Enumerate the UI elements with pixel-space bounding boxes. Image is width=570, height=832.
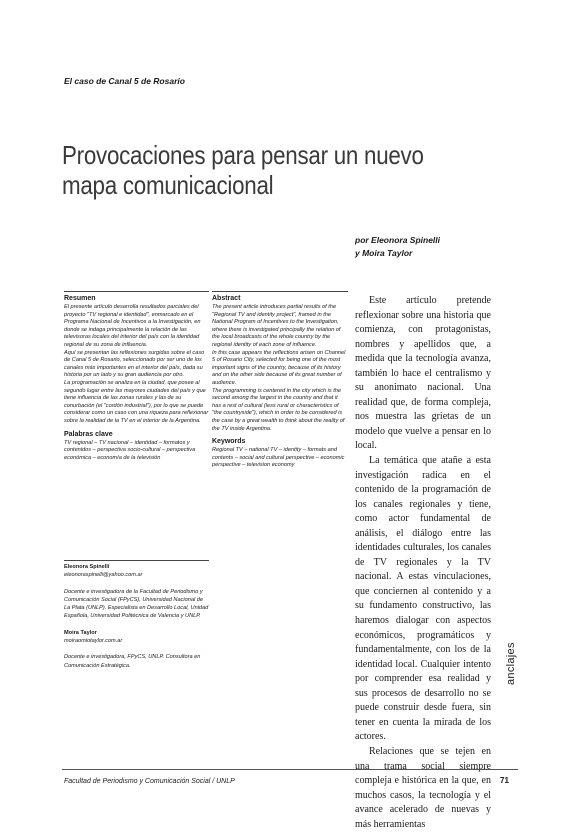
resumen-column xyxy=(64,294,209,462)
authors-block xyxy=(355,234,440,260)
bio-author-1-desc: Docente e investigadora de la Facultad de Periodismo y Comunicación Social (FPyCS), Universidad Nacional de La Plata (UNLP). Especialista en Desarrollo Local, Unidad Española, Universidad Politécnica de Valencia y UNLP. xyxy=(64,588,209,620)
footer-text: Facultad de Periodismo y Comunicación Social / UNLP xyxy=(64,778,235,785)
bio-author-2-email: moiraomiotaylor.com.ar xyxy=(64,638,123,645)
bio-author-2-name: Moira Taylor xyxy=(64,629,97,636)
footer-rule xyxy=(62,769,518,770)
body-paragraph-2: La temática que atañe a esta investigación radica en el contenido de la programación de los canales regionales y tiene, como actor fundamental de análisis, el diálogo entre las identidades culturales, los canales de TV regionales y la TV nacional. A estas vinculaciones, que conciernen al contenido y a su fundamento constructivo, las haremos dialogar con aspectos económicos, programáticos y fundamentalmente, con los de la identidad local. Cualquier intento por comprender esa realidad y sus procesos de desarrollo no se puede construir desde fuera, sin tener en cuenta la mirada de los actores. xyxy=(355,455,491,743)
bio-author-2-desc: Docente e investigadora, FPyCS, UNLP. Consultora en Comunicación Estratégica. xyxy=(64,654,201,669)
section-side-label: anclajes xyxy=(505,642,517,685)
resumen-heading: Resumen xyxy=(64,295,96,302)
article-body xyxy=(355,294,491,832)
abstract-column xyxy=(212,294,348,470)
resumen-paragraph-1: El presente artículo desarrolla resultados parciales del proyecto "TV regional e identidad", enmarcado en el Programa Nacional de Incentivos a la Investigación, en donde se indaga principalmente la relación de las televisoras locales del interior del país con la identidad regional de su zona de influencia. xyxy=(64,304,201,348)
body-paragraph-1: Este artículo pretende reflexionar sobre una historia que comienza, con protagonistas, nombres y apellidos que, a medida que la tecnología avanza, también lo hace el centralismo y su anonimato nacional. Una realidad que, de forma compleja, nos muestra las grietas de un modelo que vuelve a pensar en lo local. xyxy=(355,295,491,452)
body-paragraph-3: Relaciones que se tejen en una trama social siempre compleja e histórica en la que, en muchos casos, la tecnología y el avance acelerado de nuevas y más herramientas xyxy=(355,745,491,830)
abstract-paragraph-2: In this case appears the reflections arisen on Channel 5 of Rosario City, selected for being one of the most important signs of the country, because of its history and on the other side because of its great number of audience. xyxy=(212,349,346,386)
article-title: Provocaciones para pensar un nuevo mapa comunicacional xyxy=(62,140,424,200)
author-line-2: y Moira Taylor xyxy=(355,248,413,258)
palabras-clave-heading: Palabras clave xyxy=(64,430,113,438)
page-number: 71 xyxy=(500,776,509,785)
keywords-text: Regional TV – national TV – identity – formats and contents – social and cultural perspective – economic perspective – television economy xyxy=(212,447,345,469)
author-bios xyxy=(64,563,209,670)
resumen-rule xyxy=(64,291,209,292)
resumen-paragraph-2: Aquí se presentan las reflexiones surgidas sobre el caso de Canal 5 de Rosario, seleccionado por ser uno de los canales más importantes en el interior del país, dada su historia por un lado y su gran audiencia por otro. xyxy=(64,349,205,379)
keywords-heading: Keywords xyxy=(212,438,246,446)
section-kicker: El caso de Canal 5 de Rosario xyxy=(64,76,185,86)
bio-author-1-email: eleonoraspinelli@yahoo.com.ar xyxy=(64,572,143,579)
palabras-clave-text: TV regional – TV nacional – identidad – formatos y contenidos – perspectiva socio-cultural – perspectiva económica – economía de la televisión xyxy=(64,439,196,461)
abstract-paragraph-1: The present article introduces partial results of the "Regional TV and identity project", framed in the National Program of Incentives to the Investigation, where there is investigated principally the relation of the local broadcasts of the whole country by the regional identity of each zone of influence. xyxy=(212,304,341,348)
abstract-rule xyxy=(212,291,348,292)
abstract-heading: Abstract xyxy=(212,295,241,302)
resumen-paragraph-3: La programación se analiza en la ciudad, que posee al segundo lugar entre las mayores ciudades del país y que tiene influencia de las zonas rurales y las de su conurbación (el "cordón industrial"), por lo que se puede considerar como un caso con una riqueza para reflexionar sobre la realidad de la TV en el interior de la Argentina. xyxy=(64,379,209,424)
author-line-1: por Eleonora Spinelli xyxy=(355,235,441,245)
bio-rule xyxy=(64,560,209,561)
abstract-paragraph-3: The programming is centered in the city which is the second among the largest in the country and that it has a rest of cultural (less rural or characteristics of "the countryside"), which in order to be considered is the case by a great wealth to think about the reality of the TV inside Argentina. xyxy=(212,387,345,432)
bio-author-1-name: Eleonora Spinelli xyxy=(64,564,110,570)
